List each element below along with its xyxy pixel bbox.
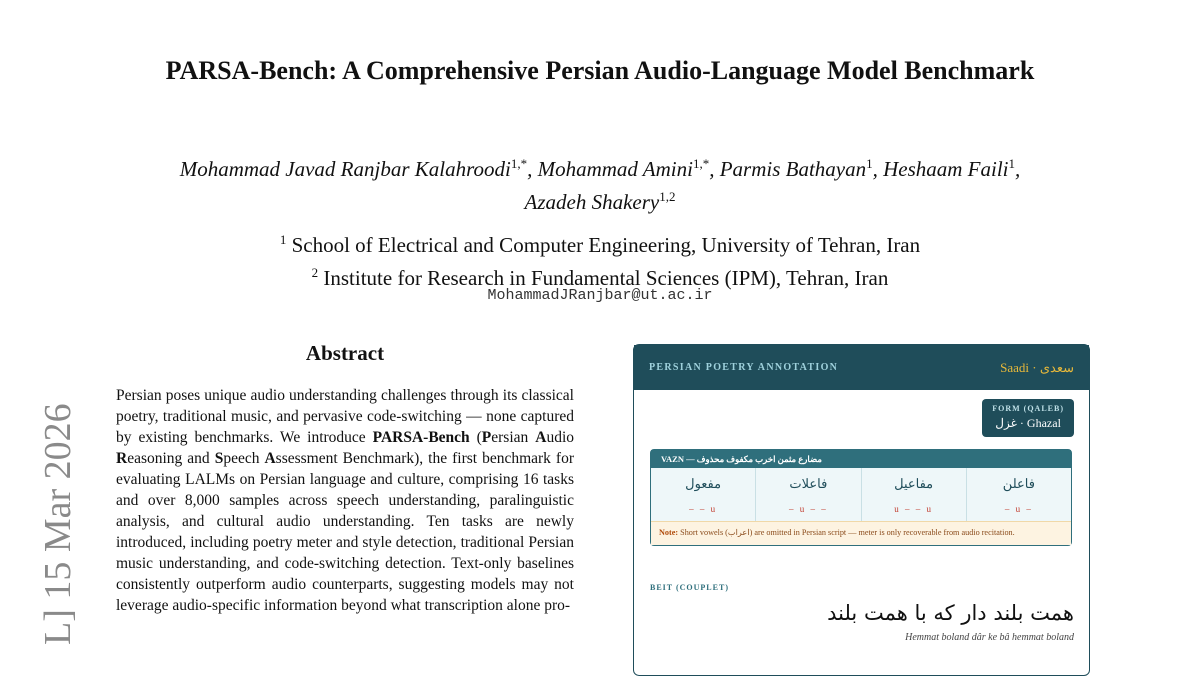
- author-affil-mark: 1,*: [510, 156, 528, 171]
- foot-word: مفعول: [685, 476, 722, 491]
- vazn-label: VAZN — مضارع مثمن اخرب مکفوف محذوف: [651, 450, 1071, 468]
- affiliation-mark: 2: [311, 265, 319, 280]
- beit-transliteration: Hemmat boland dâr ke bâ hemmat boland: [905, 632, 1074, 643]
- acronym-word: ssessment Benchmark: [275, 450, 415, 467]
- foot-pattern: – – u: [689, 504, 718, 514]
- foot-word: فاعلن: [1002, 476, 1035, 491]
- acronym-letter: A: [535, 429, 547, 446]
- acronym-letter: P: [481, 429, 492, 446]
- author-name: Parmis Bathayan: [719, 157, 867, 181]
- affiliation-text: Institute for Research in Fundamental Sciences (IPM), Tehran, Iran: [323, 266, 889, 290]
- affiliation-list: [0, 226, 1200, 292]
- poet-name: Saadi · سعدی: [1000, 359, 1074, 375]
- affiliation-text: School of Electrical and Computer Engineering, University of Tehran, Iran: [291, 233, 921, 257]
- abstract-text-intro: Persian poses unique audio understanding challenges through its classical poetry, traditional music, and pervasive code-switching — none captured by existing benchmarks. We introduce: [116, 387, 574, 446]
- form-label: FORM (QALEB): [992, 404, 1064, 413]
- author-affil-mark: 1: [1008, 156, 1016, 171]
- author-affil-mark: 1: [866, 156, 873, 171]
- acronym-word: easoning and: [127, 450, 215, 467]
- foot-word: فاعلات: [789, 476, 828, 491]
- benchmark-name: PARSA-Bench: [372, 429, 470, 446]
- meter-foot: [861, 468, 966, 521]
- note-label: Note:: [659, 528, 679, 537]
- abstract-body: Persian poses unique audio understanding challenges through its classical poetry, traditional music, and pervasive code-switching — none captured by existing benchmarks. We introduce PARSA-Bench (Persian Audio Reasoning and Speech Assessment Benchmark), the first benchmark for evaluating LALMs on Persian language and culture, comprising 16 tasks and over 8,000 samples across speech understanding, paralinguistic analysis, and cultural audio understanding. Ten tasks are newly introduced, including poetry meter and style detection, traditional Persian music understanding, and code-switching detection. Text-only baselines consistently outperform audio counterparts, suggesting models may not leverage audio-specific information beyond what transcription alone pro-: [116, 387, 575, 614]
- author-list: [100, 150, 1100, 216]
- author-name: Azadeh Shakery: [524, 190, 660, 214]
- meter-foot: [966, 468, 1071, 521]
- form-value: غزل · Ghazal: [995, 416, 1061, 430]
- note-text: Short vowels (اعراب) are omitted in Persian script — meter is only recoverable from audio recitation.: [678, 528, 1015, 537]
- acronym-letter: A: [264, 450, 276, 467]
- beit-persian-text: همت بلند دار که با همت بلند: [827, 601, 1074, 625]
- beit-label: BEIT (COUPLET): [650, 583, 729, 592]
- acronym-word: peech: [223, 450, 265, 467]
- paper-title: PARSA-Bench: A Comprehensive Persian Audio-Language Model Benchmark: [165, 56, 1035, 85]
- author-affil-mark: 1,*: [692, 156, 710, 171]
- author-separator: ,: [872, 157, 884, 181]
- affiliation-1: [0, 226, 1200, 259]
- author-name: Mohammad Javad Ranjbar Kalahroodi: [179, 157, 511, 181]
- vazn-panel: [650, 449, 1072, 546]
- meter-foot: [651, 468, 755, 521]
- author-separator: ,: [527, 157, 538, 181]
- contact-email[interactable]: MohammadJRanjbar@ut.ac.ir: [487, 287, 713, 304]
- acronym-word: udio: [546, 429, 574, 446]
- author-separator: ,: [1015, 157, 1021, 181]
- author-affil-mark: 1,2: [659, 189, 676, 204]
- figure-header-label: PERSIAN POETRY ANNOTATION: [649, 362, 839, 373]
- acronym-word: ersian: [491, 429, 536, 446]
- arxiv-stamp-text: L] 15 Mar 2026: [37, 403, 79, 645]
- poetry-annotation-figure: [633, 344, 1090, 676]
- foot-word: مفاعیل: [894, 476, 934, 491]
- foot-pattern: – u – –: [789, 504, 828, 514]
- figure-header: [634, 345, 1089, 390]
- foot-pattern: – u –: [1004, 504, 1033, 514]
- author-separator: ,: [709, 157, 720, 181]
- acronym-letter: R: [116, 450, 128, 467]
- meter-feet: [651, 468, 1071, 521]
- abstract-heading: Abstract: [305, 341, 385, 365]
- author-name: Heshaam Faili: [883, 157, 1009, 181]
- arxiv-side-stamp: [30, 385, 79, 648]
- foot-pattern: u – – u: [894, 504, 933, 514]
- form-badge: [982, 399, 1074, 437]
- affiliation-mark: 1: [279, 232, 287, 247]
- acronym-letter: S: [214, 450, 224, 467]
- meter-foot: [755, 468, 860, 521]
- meter-note: [651, 521, 1071, 545]
- author-name: Mohammad Amini: [537, 157, 693, 181]
- abstract-text-rest: ), the first benchmark for evaluating LALMs on Persian language and culture, comprising 16 tasks and over 8,000 samples across speech understanding, paralinguistic analysis, and cultural audio understanding. Ten tasks are newly introduced, including poetry meter and style detection, traditional Persian music understanding, and code-switching detection. Text-only baselines consistently outperform audio counterparts, suggesting models may not leverage audio-specific information beyond what transcription alone pro-: [116, 450, 575, 614]
